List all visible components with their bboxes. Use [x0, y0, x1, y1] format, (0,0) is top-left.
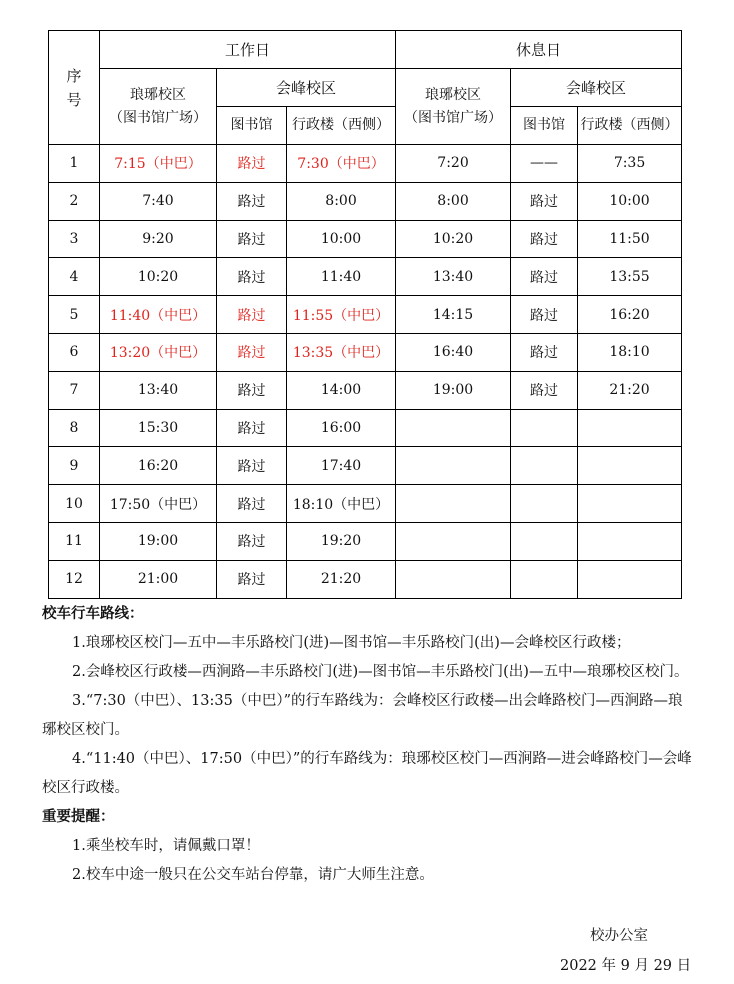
restday-library-cell [511, 409, 578, 447]
table-row [49, 182, 682, 220]
restday-admin-cell: 7:35 [578, 145, 682, 183]
restday-library-cell: —— [511, 145, 578, 183]
workday-langya-cell: 15:30 [100, 409, 217, 447]
workday-library-cell: 路过 [217, 145, 287, 183]
workday-langya-cell: 7:40 [100, 182, 217, 220]
seq-cell: 7 [49, 371, 100, 409]
table-row [49, 522, 682, 560]
workday-library-cell: 路过 [217, 333, 287, 371]
restday-library-cell: 路过 [511, 182, 578, 220]
workday-admin-cell: 11:55（中巴） [287, 296, 396, 334]
table-row [49, 296, 682, 334]
restday-library-cell [511, 447, 578, 485]
restday-library-cell: 路过 [511, 333, 578, 371]
seq-cell: 12 [49, 560, 100, 598]
route-item: 3.“7:30（中巴）、13:35（中巴）”的行车路线为：会峰校区行政楼—出会峰路校门—西涧路—琅琊校区校门。 [42, 693, 683, 738]
signature-office: 校办公室 [590, 928, 648, 944]
workday-admin-cell: 13:35（中巴） [287, 333, 396, 371]
restday-langya-cell: 13:40 [396, 258, 511, 296]
restday-admin-cell: 16:20 [578, 296, 682, 334]
route-item: 1.琅琊校区校门—五中—丰乐路校门(进)—图书馆—丰乐路校门(出)—会峰校区行政楼； [72, 635, 631, 651]
restday-admin-cell [578, 447, 682, 485]
restday-langya-cell [396, 447, 511, 485]
workday-langya-cell: 11:40（中巴） [100, 296, 217, 334]
table-row [49, 485, 682, 523]
restday-admin-cell: 11:50 [578, 220, 682, 258]
routes-heading: 校车行车路线： [42, 606, 144, 622]
workday-langya-cell: 7:15（中巴） [100, 145, 217, 183]
seq-cell: 3 [49, 220, 100, 258]
workday-langya-cell: 9:20 [100, 220, 217, 258]
workday-library-cell: 路过 [217, 409, 287, 447]
restday-langya-cell: 10:20 [396, 220, 511, 258]
workday-library-cell: 路过 [217, 182, 287, 220]
langya-stop-label: （图书馆广场） [404, 109, 503, 126]
workday-admin-cell: 16:00 [287, 409, 396, 447]
restday-langya-cell [396, 560, 511, 598]
workday-admin-cell: 19:20 [287, 522, 396, 560]
workday-header: 工作日 [100, 31, 396, 69]
seq-cell: 5 [49, 296, 100, 334]
seq-cell: 8 [49, 409, 100, 447]
workday-library-cell: 路过 [217, 371, 287, 409]
restday-langya-cell: 7:20 [396, 145, 511, 183]
schedule-rows [49, 145, 682, 599]
bus-schedule-table [48, 30, 682, 599]
seq-cell: 1 [49, 145, 100, 183]
seq-cell: 6 [49, 333, 100, 371]
workday-library-cell: 路过 [217, 220, 287, 258]
restday-library-cell [511, 522, 578, 560]
restday-admin-cell [578, 409, 682, 447]
workday-library-cell: 路过 [217, 522, 287, 560]
table-row [49, 560, 682, 598]
restday-langya-cell: 8:00 [396, 182, 511, 220]
workday-library-cell: 路过 [217, 296, 287, 334]
restday-admin-cell: 21:20 [578, 371, 682, 409]
workday-langya-header [100, 69, 217, 145]
workday-library-cell: 路过 [217, 485, 287, 523]
seq-cell: 11 [49, 522, 100, 560]
workday-langya-cell: 21:00 [100, 560, 217, 598]
seq-cell: 10 [49, 485, 100, 523]
restday-admin-cell: 10:00 [578, 182, 682, 220]
restday-header: 休息日 [396, 31, 682, 69]
reminders-heading: 重要提醒： [42, 809, 115, 825]
restday-langya-cell [396, 485, 511, 523]
workday-langya-cell: 13:20（中巴） [100, 333, 217, 371]
seq-cell: 2 [49, 182, 100, 220]
workday-admin-cell: 7:30（中巴） [287, 145, 396, 183]
table-row [49, 371, 682, 409]
reminder-item: 1.乘坐校车时，请佩戴口罩！ [72, 838, 260, 854]
restday-langya-cell [396, 522, 511, 560]
workday-langya-cell: 13:40 [100, 371, 217, 409]
restday-library-cell [511, 560, 578, 598]
langya-campus-label: 琅琊校区 [425, 86, 482, 103]
workday-admin-header: 行政楼（西侧） [287, 107, 396, 145]
notes-section [42, 600, 692, 890]
workday-admin-cell: 8:00 [287, 182, 396, 220]
restday-huifeng-header: 会峰校区 [511, 69, 682, 107]
workday-admin-cell: 10:00 [287, 220, 396, 258]
restday-admin-cell [578, 522, 682, 560]
table-row [49, 409, 682, 447]
restday-library-cell: 路过 [511, 296, 578, 334]
seq-header: 序号 [49, 31, 100, 145]
table-row [49, 220, 682, 258]
restday-library-header: 图书馆 [511, 107, 578, 145]
restday-admin-cell [578, 560, 682, 598]
workday-admin-cell: 17:40 [287, 447, 396, 485]
restday-library-cell: 路过 [511, 371, 578, 409]
route-item: 2.会峰校区行政楼—西涧路—丰乐路校门(进)—图书馆—丰乐路校门(出)—五中—琅琊校区校门。 [72, 664, 689, 680]
restday-admin-header: 行政楼（西侧） [578, 107, 682, 145]
workday-langya-cell: 17:50（中巴） [100, 485, 217, 523]
workday-admin-cell: 21:20 [287, 560, 396, 598]
table-row [49, 447, 682, 485]
restday-library-cell [511, 485, 578, 523]
table-row [49, 258, 682, 296]
langya-stop-label: （图书馆广场） [109, 109, 207, 126]
workday-langya-cell: 19:00 [100, 522, 217, 560]
table-row [49, 145, 682, 183]
restday-langya-cell: 16:40 [396, 333, 511, 371]
langya-campus-label: 琅琊校区 [130, 86, 186, 103]
restday-langya-cell [396, 409, 511, 447]
restday-admin-cell [578, 485, 682, 523]
restday-langya-cell: 14:15 [396, 296, 511, 334]
workday-admin-cell: 14:00 [287, 371, 396, 409]
restday-langya-cell: 19:00 [396, 371, 511, 409]
restday-langya-header [396, 69, 511, 145]
workday-library-cell: 路过 [217, 560, 287, 598]
restday-library-cell: 路过 [511, 258, 578, 296]
workday-huifeng-header: 会峰校区 [217, 69, 396, 107]
table-row [49, 333, 682, 371]
restday-library-cell: 路过 [511, 220, 578, 258]
restday-admin-cell: 18:10 [578, 333, 682, 371]
reminder-item: 2.校车中途一般只在公交车站台停靠，请广大师生注意。 [72, 867, 434, 883]
workday-langya-cell: 16:20 [100, 447, 217, 485]
seq-cell: 9 [49, 447, 100, 485]
workday-admin-cell: 18:10（中巴） [287, 485, 396, 523]
workday-library-cell: 路过 [217, 258, 287, 296]
route-item: 4.“11:40（中巴）、17:50（中巴）”的行车路线为：琅琊校区校门—西涧路—进会峰路校门—会峰校区行政楼。 [42, 751, 692, 796]
workday-library-cell: 路过 [217, 447, 287, 485]
seq-cell: 4 [49, 258, 100, 296]
workday-langya-cell: 10:20 [100, 258, 217, 296]
restday-admin-cell: 13:55 [578, 258, 682, 296]
workday-library-header: 图书馆 [217, 107, 287, 145]
workday-admin-cell: 11:40 [287, 258, 396, 296]
signature-date: 2022 年 9 月 29 日 [560, 958, 692, 974]
